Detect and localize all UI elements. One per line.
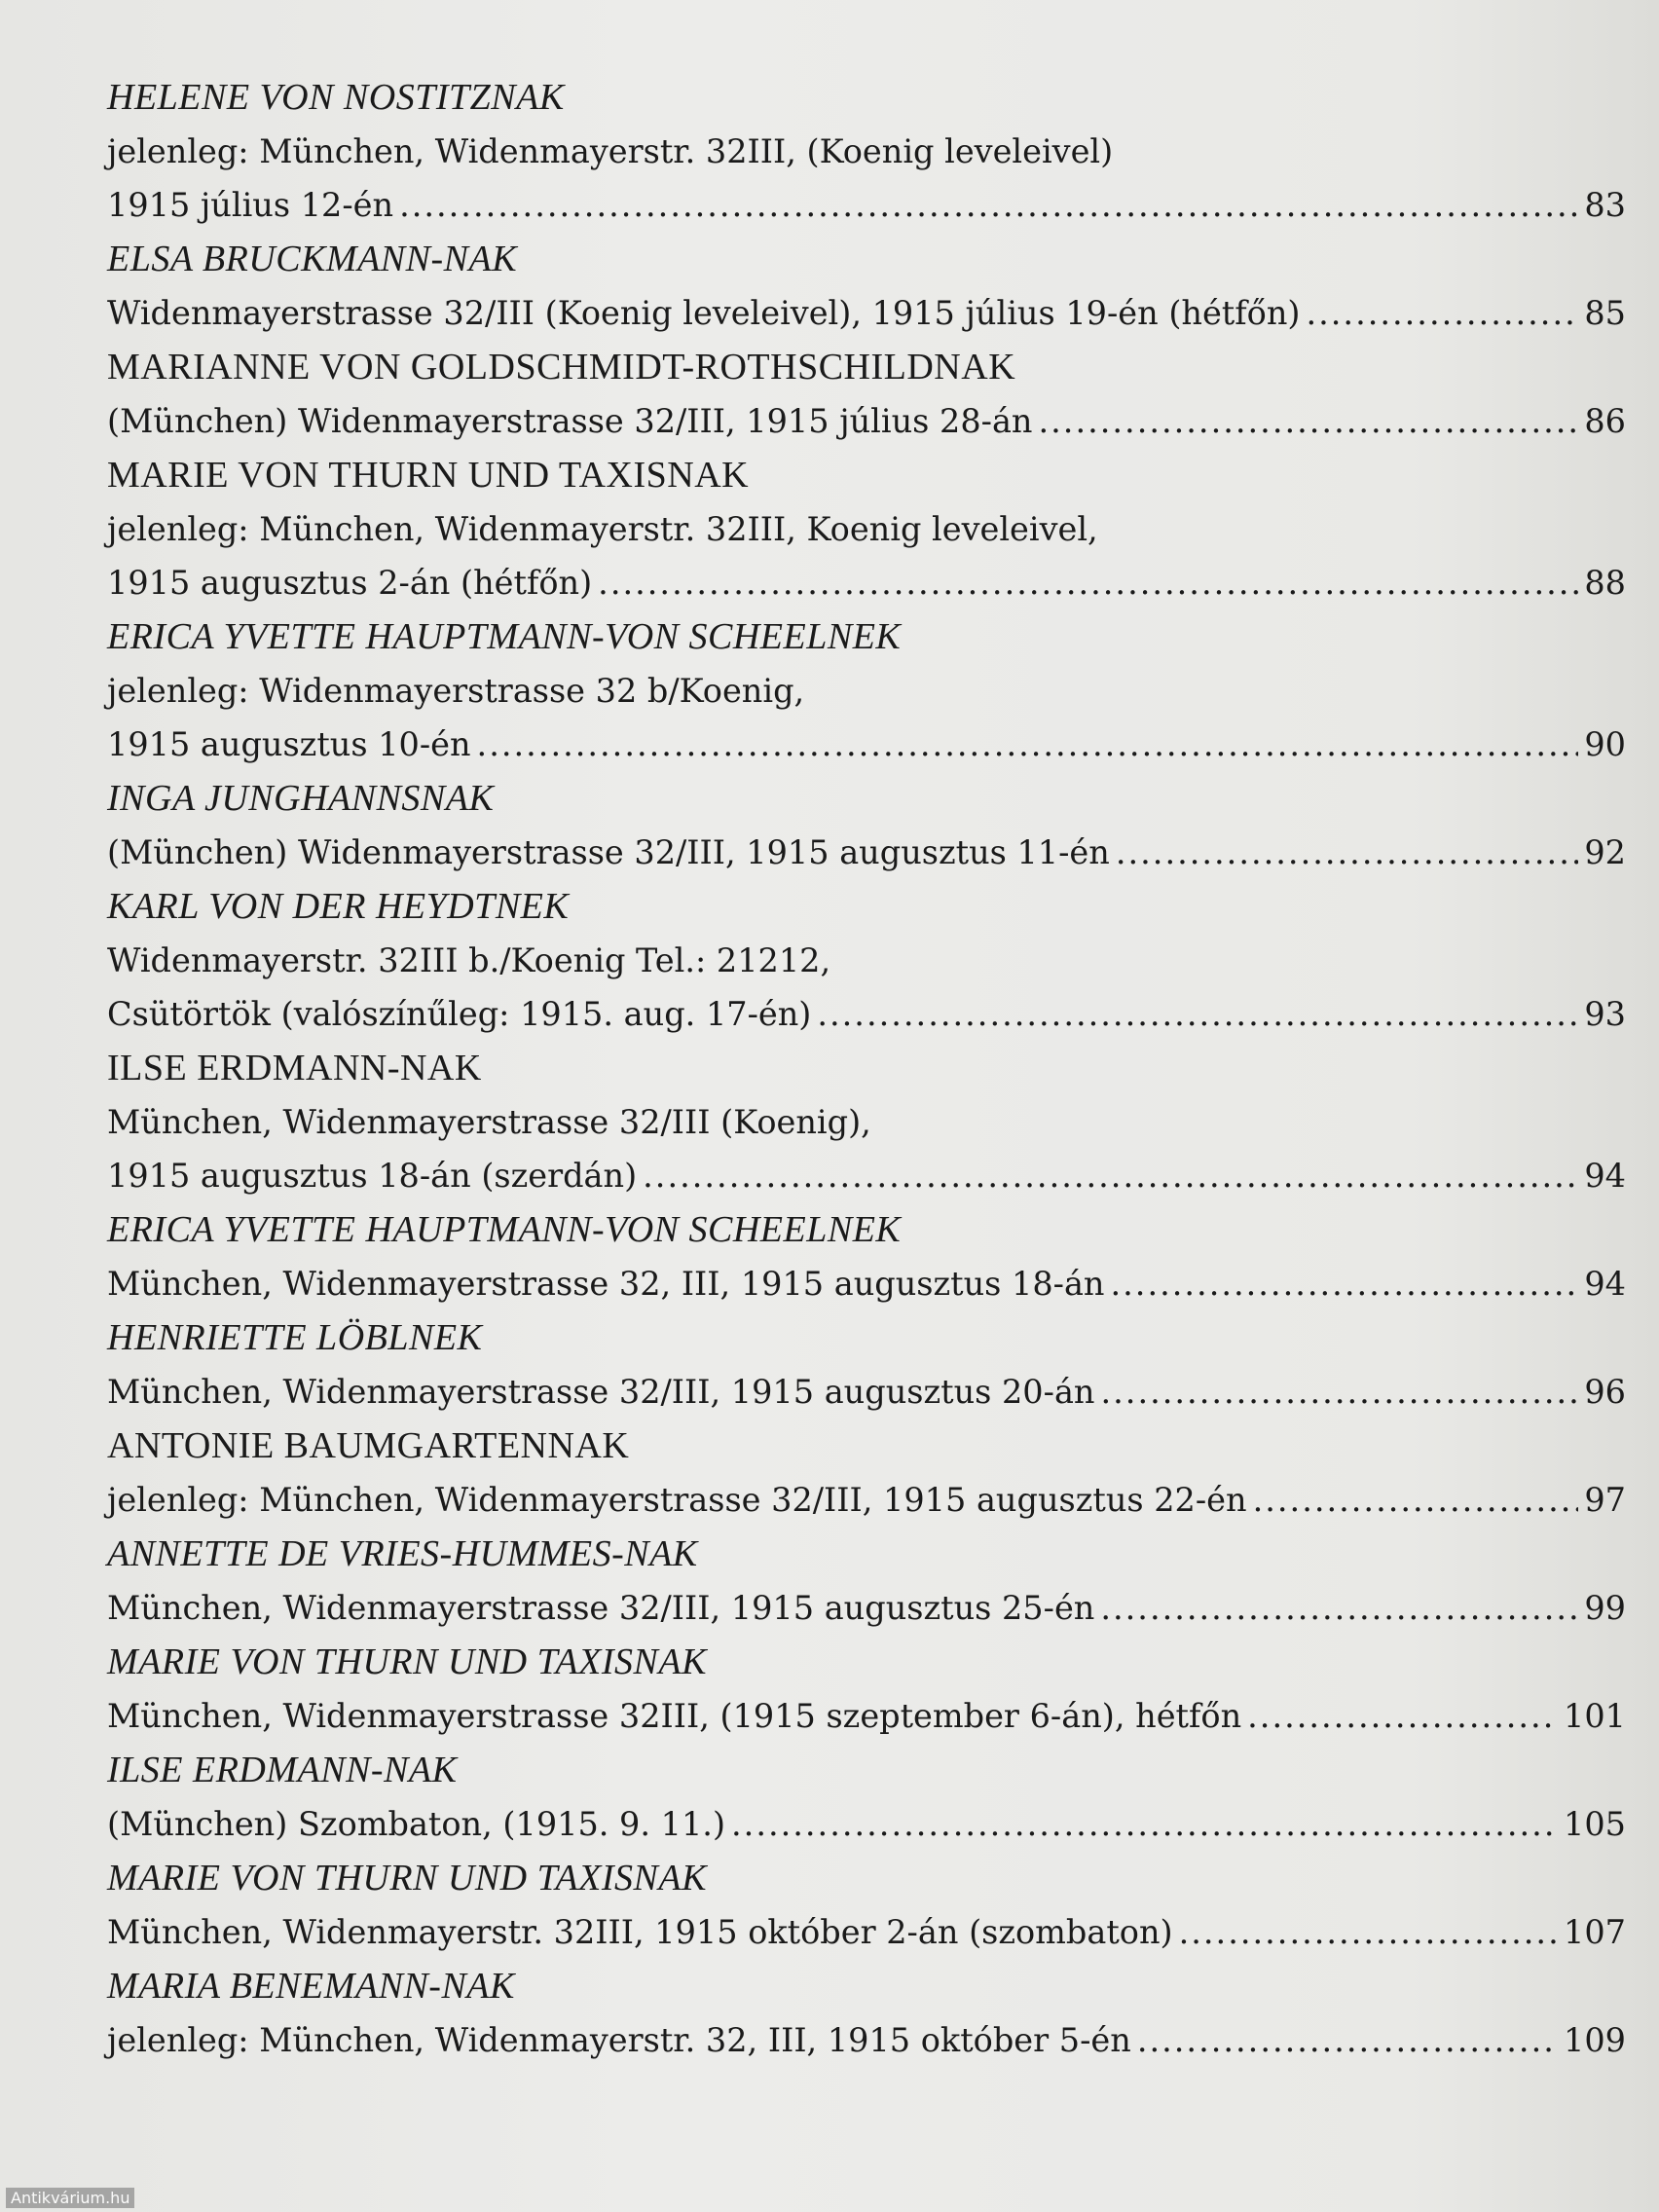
dot-leader: [643, 1149, 1578, 1202]
entry-leader-line: [107, 1257, 1626, 1310]
entry-detail-line: jelenleg: Widenmayerstrasse 32 b/Koenig,: [107, 672, 805, 710]
recipient-name: ERICA YVETTE HAUPTMANN-VON SCHEELNEK: [107, 616, 902, 657]
page-number: 97: [1584, 1481, 1626, 1519]
recipient-name: ERICA YVETTE HAUPTMANN-VON SCHEELNEK: [107, 1209, 902, 1250]
entry-leader-line: [107, 1689, 1626, 1743]
page-number: 109: [1564, 2021, 1626, 2059]
page-number: 83: [1584, 186, 1626, 224]
entry-detail-text: 1915 augusztus 10-én: [107, 725, 471, 763]
toc-entry: [107, 771, 1626, 879]
entry-detail-line: jelenleg: München, Widenmayerstr. 32III, Koenig leveleivel,: [107, 510, 1098, 548]
entry-leader-line: [107, 987, 1626, 1041]
entry-leader-line: [107, 394, 1626, 448]
recipient-name: ELSA BRUCKMANN-NAK: [107, 239, 518, 279]
entry-detail-text: (München) Widenmayerstrasse 32/III, 1915 augusztus 11-én: [107, 833, 1110, 871]
dot-leader: [1137, 2013, 1558, 2067]
dot-leader: [399, 178, 1578, 232]
entry-leader-line: [107, 1797, 1626, 1851]
entry-leader-line: [107, 718, 1626, 771]
toc-entry: [107, 232, 1626, 340]
entry-leader-line: [107, 1149, 1626, 1202]
toc-entry: [107, 609, 1626, 771]
entry-leader-line: [107, 556, 1626, 609]
recipient-name: ILSE ERDMANN-NAK: [107, 1048, 482, 1088]
dot-leader: [1179, 1905, 1558, 1959]
dot-leader: [1101, 1365, 1579, 1419]
toc-entry: [107, 1419, 1626, 1527]
entry-detail-text: 1915 augusztus 18-án (szerdán): [107, 1157, 638, 1195]
entry-leader-line: [107, 178, 1626, 232]
entry-detail-text: München, Widenmayerstrasse 32III, (1915 szeptember 6-án), hétfőn: [107, 1697, 1242, 1735]
entry-detail-text: München, Widenmayerstr. 32III, 1915 október 2-án (szombaton): [107, 1913, 1173, 1951]
entry-detail-text: (München) Szombaton, (1915. 9. 11.): [107, 1805, 726, 1843]
toc-entry: [107, 1851, 1626, 1959]
recipient-name: MARIA BENEMANN-NAK: [107, 1966, 515, 2007]
toc-entry: [107, 1635, 1626, 1743]
entry-detail-text: München, Widenmayerstrasse 32, III, 1915 augusztus 18-án: [107, 1265, 1105, 1303]
recipient-name: MARIE VON THURN UND TAXISNAK: [107, 1858, 707, 1899]
watermark: Antikvárium.hu: [6, 2188, 134, 2208]
recipient-name: MARIE VON THURN UND TAXISNAK: [107, 1641, 707, 1682]
page-number: 94: [1584, 1265, 1626, 1303]
dot-leader: [1111, 1257, 1579, 1310]
toc-entry: [107, 1310, 1626, 1419]
recipient-name: MARIE VON THURN UND TAXISNAK: [107, 455, 750, 496]
recipient-name: HENRIETTE LÖBLNEK: [107, 1317, 483, 1358]
dot-leader: [1247, 1689, 1558, 1743]
page-number: 105: [1564, 1805, 1626, 1843]
dot-leader: [1100, 1581, 1578, 1635]
entry-detail-text: jelenleg: München, Widenmayerstrasse 32/III, 1915 augusztus 22-én: [107, 1481, 1247, 1519]
entry-leader-line: [107, 1905, 1626, 1959]
entry-detail-text: München, Widenmayerstrasse 32/III, 1915 augusztus 25-én: [107, 1589, 1095, 1627]
dot-leader: [1253, 1473, 1579, 1527]
recipient-name: KARL VON DER HEYDTNEK: [107, 886, 570, 927]
toc-entry: [107, 1959, 1626, 2067]
entry-detail-line: Widenmayerstr. 32III b./Koenig Tel.: 21212,: [107, 941, 831, 979]
entry-detail-line: München, Widenmayerstrasse 32/III (Koenig),: [107, 1103, 871, 1141]
dot-leader: [477, 718, 1579, 771]
dot-leader: [817, 987, 1578, 1041]
recipient-name: ANNETTE DE VRIES-HUMMES-NAK: [107, 1533, 698, 1574]
entry-detail-line: jelenleg: München, Widenmayerstr. 32III, (Koenig leveleivel): [107, 132, 1114, 170]
dot-leader: [1116, 826, 1579, 879]
page-number: 85: [1584, 294, 1626, 332]
entry-detail-text: Csütörtök (valószínűleg: 1915. aug. 17-én): [107, 995, 812, 1033]
page-number: 96: [1584, 1373, 1626, 1411]
page-number: 107: [1564, 1913, 1626, 1951]
toc-entry: [107, 70, 1626, 232]
recipient-name: MARIANNE VON GOLDSCHMIDT-ROTHSCHILDNAK: [107, 347, 1016, 387]
toc-entry: [107, 1527, 1626, 1635]
dot-leader: [1039, 394, 1579, 448]
entry-leader-line: [107, 1365, 1626, 1419]
entry-leader-line: [107, 826, 1626, 879]
entry-detail-text: 1915 augusztus 2-án (hétfőn): [107, 564, 593, 602]
dot-leader: [731, 1797, 1558, 1851]
toc-entry: [107, 340, 1626, 448]
page-number: 88: [1584, 564, 1626, 602]
dot-leader: [598, 556, 1578, 609]
recipient-name: HELENE VON NOSTITZNAK: [107, 77, 565, 118]
toc-entry: [107, 1743, 1626, 1851]
page-number: 99: [1584, 1589, 1626, 1627]
recipient-name: ANTONIE BAUMGARTENNAK: [107, 1425, 630, 1466]
page-number: 92: [1584, 833, 1626, 871]
page-number: 101: [1564, 1697, 1626, 1735]
recipient-name: ILSE ERDMANN-NAK: [107, 1750, 458, 1790]
dot-leader: [1306, 286, 1578, 340]
page-number: 90: [1584, 725, 1626, 763]
toc-entry: [107, 1202, 1626, 1310]
entry-detail-text: (München) Widenmayerstrasse 32/III, 1915 július 28-án: [107, 402, 1033, 440]
entry-leader-line: [107, 1473, 1626, 1527]
entry-leader-line: [107, 1581, 1626, 1635]
toc-entry: [107, 879, 1626, 1041]
entry-leader-line: [107, 2013, 1626, 2067]
entry-detail-text: jelenleg: München, Widenmayerstr. 32, III, 1915 október 5-én: [107, 2021, 1131, 2059]
page-number: 86: [1584, 402, 1626, 440]
entry-detail-text: Widenmayerstrasse 32/III (Koenig leveleivel), 1915 július 19-én (hétfőn): [107, 294, 1301, 332]
page-number: 93: [1584, 995, 1626, 1033]
toc-entry: [107, 448, 1626, 609]
page-number: 94: [1584, 1157, 1626, 1195]
entry-detail-text: München, Widenmayerstrasse 32/III, 1915 augusztus 20-án: [107, 1373, 1095, 1411]
entry-detail-text: 1915 július 12-én: [107, 186, 394, 224]
recipient-name: INGA JUNGHANNSNAK: [107, 778, 495, 819]
table-of-contents: [107, 70, 1626, 2067]
toc-entry: [107, 1041, 1626, 1202]
entry-leader-line: [107, 286, 1626, 340]
